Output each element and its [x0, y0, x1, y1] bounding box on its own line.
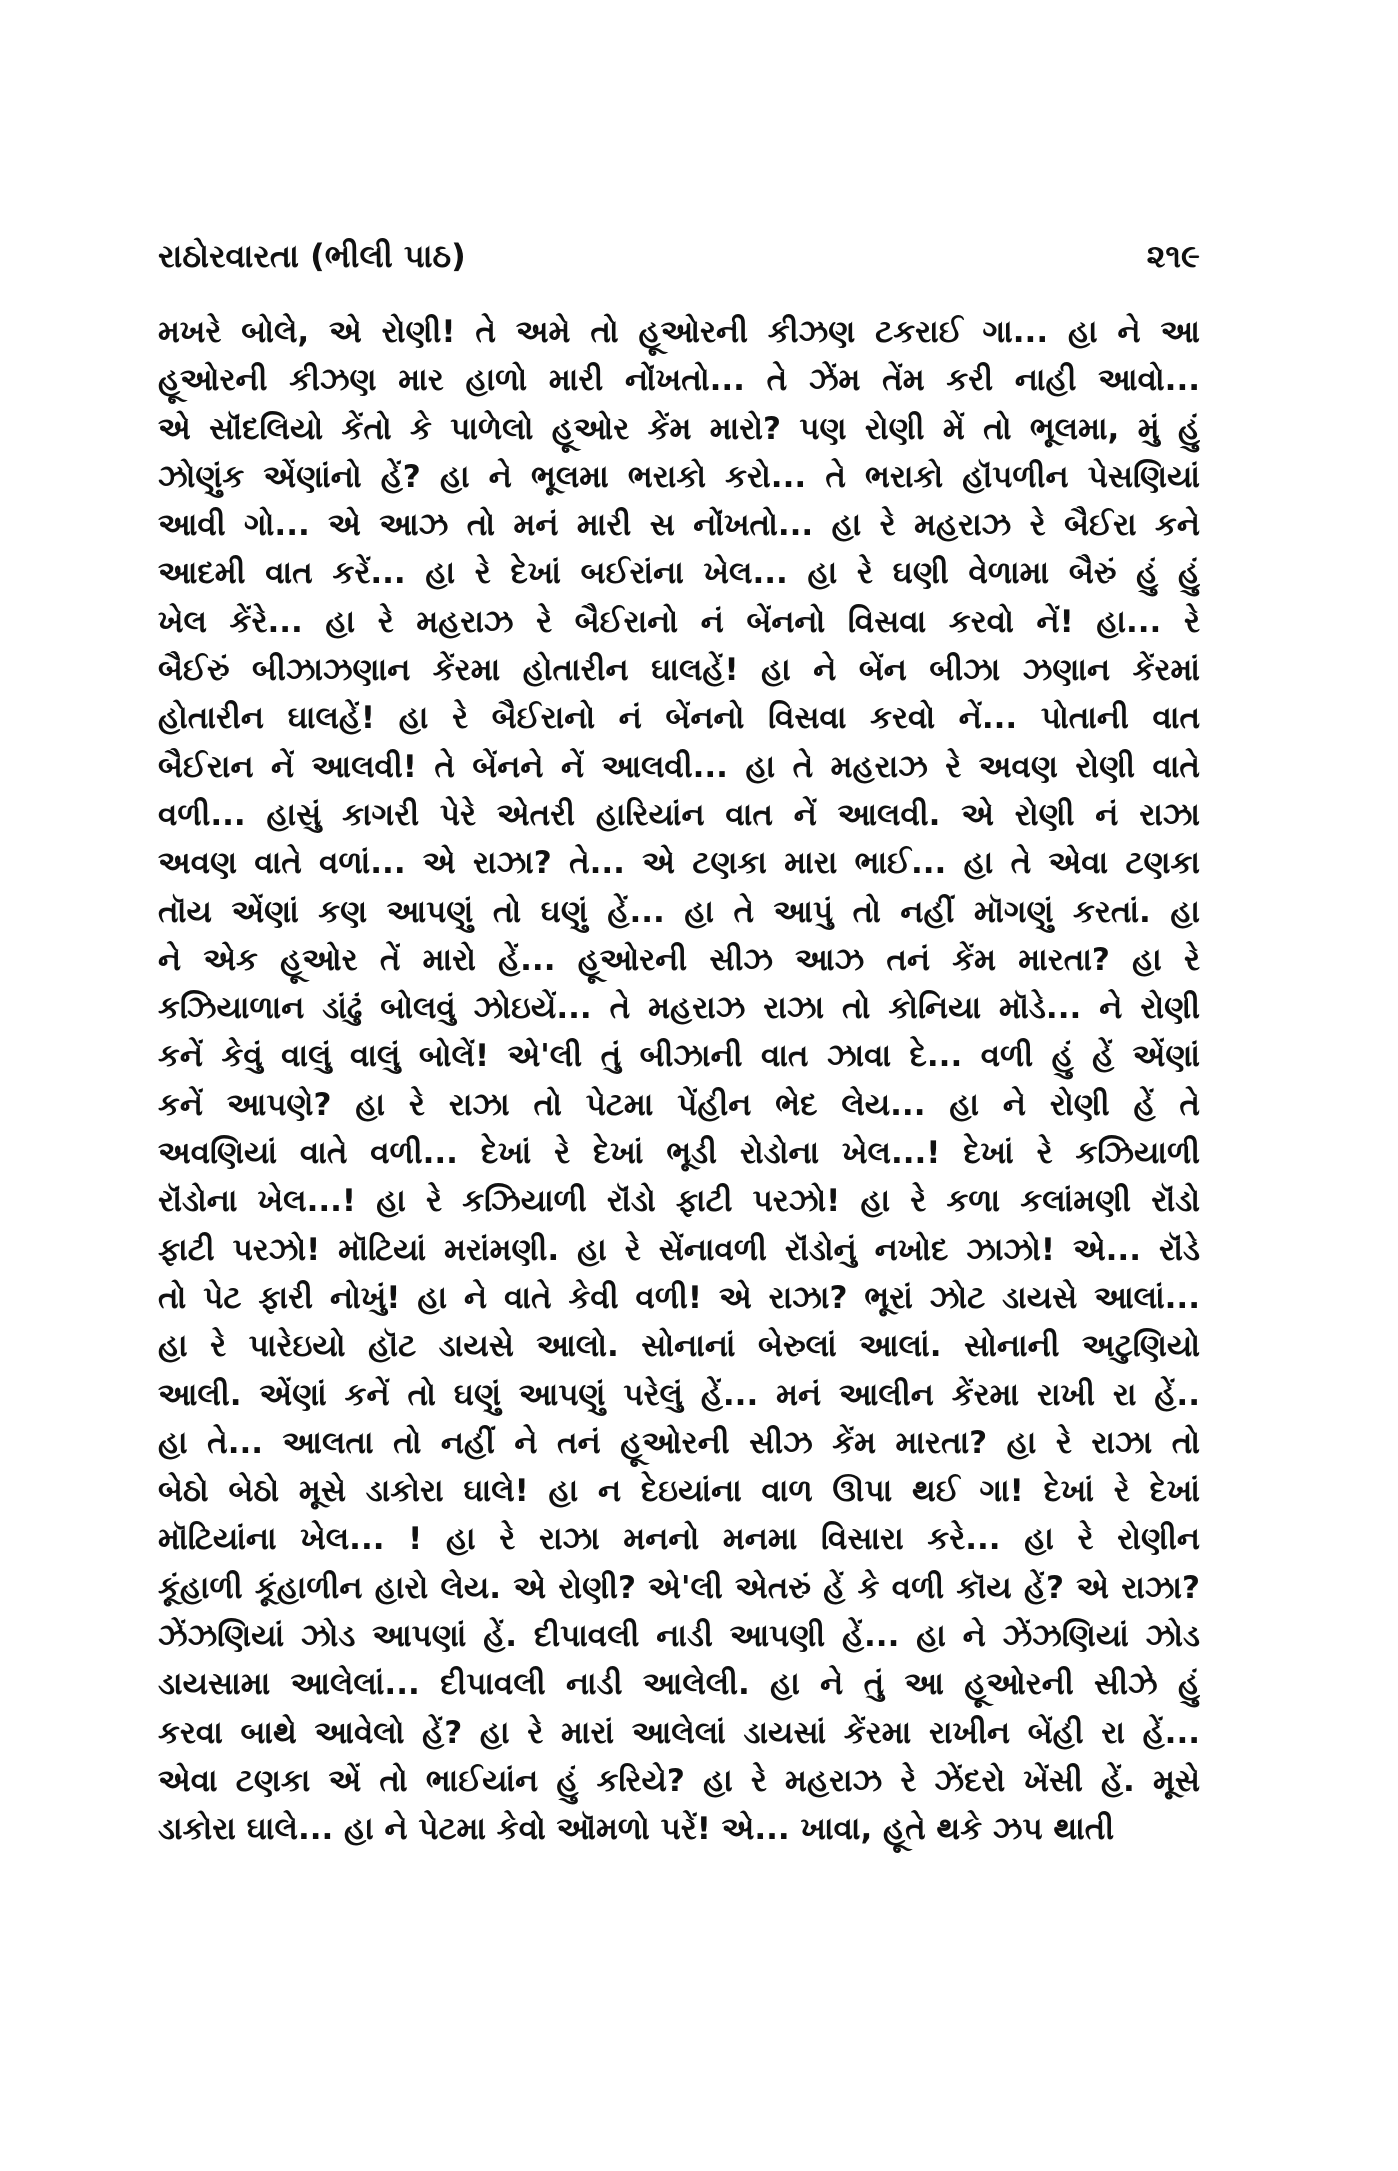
text-line: કઝિયાળાન ડાંઢું બોલવું ઝોઇયેં... તે મહરાઝ રાઝા તો કોનિયા મૉડે... ને રોણી [158, 990, 1200, 1027]
text-line: હોતારીન ઘાલહેં! હા રે બૈઈરાનો નં બેંનનો વિસવા કરવો નેં... પોતાની વાત [158, 700, 1200, 737]
text-line: કનેં કેવું વાલું વાલું બોલેં! એ'લી તું બીઝાની વાત ઝાવા દે... વળી હું હેં એંણાં [158, 1038, 1200, 1075]
text-line: આદમી વાત કરેં... હા રે દેખાં બઈરાંના ખેલ... હા રે ઘણી વેળામા બૈરું હું હું [158, 555, 1200, 592]
text-line: બેઠો બેઠો મૂસે ડાકોરા ઘાલે! હા ન દેઇયાંના વાળ ઊપા થઈ ગા! દેખાં રે દેખાં [158, 1473, 1200, 1510]
text-line: કરવા બાથે આવેલો હેં? હા રે મારાં આલેલાં ડાયસાં કેંરમા રાખીન બેંહી રા હેં... [158, 1714, 1200, 1751]
text-line: હા રે પારેઇયો હૉટ ડાયસે આલો. સોનાનાં બેરુલાં આલાં. સોનાની અટુણિયો [158, 1328, 1200, 1365]
text-line: એ સૉંદલિયો કેંતો કે પાળેલો હૂઓર કેંમ મારો? પણ રોણી મેં તો ભૂલમા, મું હું [158, 410, 1200, 447]
text-line: મખરે બોલે, એ રોણી! તે અમે તો હૂઓરની કીઝણ ટકરાઈ ગા... હા ને આ [158, 314, 1200, 350]
text-line: આવી ગો... એ આઝ તો મનં મારી સ નોંખતો... હા રે મહરાઝ રે બૈઈરા કને [158, 507, 1200, 544]
text-line: તો પેટ ફારી નોખું! હા ને વાતે કેવી વળી! એ રાઝા? ભૂરાં ઝોટ ડાયસે આલાં... [158, 1279, 1200, 1316]
text-line: ડાકોરા ઘાલે... હા ને પેટમા કેવો ઑમળો પરેં! એ... ખાવા, હૂતે થકે ઝપ થાતી [158, 1811, 1115, 1848]
text-line: ખેલ કેંરે... હા રે મહરાઝ રે બૈઈરાનો નં બેંનનો વિસવા કરવો નેં! હા... રે [158, 603, 1200, 640]
text-line: હા તે... આલતા તો નહીં ને તનં હૂઓરની સીઝ કેંમ મારતા? હા રે રાઝા તો [158, 1424, 1200, 1461]
text-line: એવા ટણકા એં તો ભાઈયાંન હું કરિયે? હા રે મહરાઝ રે ઝેંદરો ખેંસી હેં. મૂસે [158, 1762, 1200, 1799]
text-line: કનેં આપણે? હા રે રાઝા તો પેટમા પેંહીન ભેદ લેય... હા ને રોણી હેં તે [158, 1086, 1200, 1123]
text-line: ડાયસામા આલેલાં... દીપાવલી નાડી આલેલી. હા ને તું આ હૂઓરની સીઝે હું [158, 1666, 1200, 1703]
text-line: આલી. એંણાં કનેં તો ઘણું આપણું પરેલું હેં... મનં આલીન કેંરમા રાખી રા હેં.. [158, 1376, 1200, 1413]
text-line: તૉય એંણાં કણ આપણું તો ઘણું હેં... હા તે આપું તો નહીં મૉગણું કરતાં. હા [158, 893, 1200, 930]
text-line: બૈઈરું બીઝાઝણાન કેંરમા હોતારીન ઘાલહેં! હા ને બેંન બીઝા ઝણાન કેંરમાં [158, 652, 1200, 689]
text-line: અવણ વાતે વળાં... એ રાઝા? તે... એ ટણકા મારા ભાઈ... હા તે એવા ટણકા [158, 845, 1200, 882]
running-header [158, 226, 1200, 286]
text-line: રૉંડોના ખેલ...! હા રે કઝિયાળી રૉંડો ફાટી પરઝો! હા રે કળા કલાંમણી રૉંડો [158, 1183, 1200, 1220]
header-title: રાઠોરવારતા (ભીલી પાઠ) [158, 236, 466, 275]
text-line: બૈઈરાન નેં આલવી! તે બેંનને નેં આલવી... હા તે મહરાઝ રે અવણ રોણી વાતે [158, 748, 1200, 785]
text-line: ફાટી પરઝો! મૉટિયાં મરાંમણી. હા રે સેંનાવળી રૉંડોનું નખોદ ઝાઝો! એ... રૉંડે [158, 1231, 1200, 1268]
text-line: વળી... હાસું કાગરી પેરે એતરી હારિયાંન વાત નેં આલવી. એ રોણી નં રાઝા [158, 796, 1200, 833]
text-line: મૉટિયાંના ખેલ... ! હા રે રાઝા મનનો મનમા વિસારા કરે... હા રે રોણીન [158, 1521, 1200, 1558]
text-line: ઝેંઝણિયાં ઝોડ આપણાં હેં. દીપાવલી નાડી આપણી હેં... હા ને ઝેંઝણિયાં ઝોડ [158, 1618, 1200, 1655]
body-text [158, 308, 1200, 1854]
text-line: અવણિયાં વાતે વળી... દેખાં રે દેખાં ભૂડી રોડોના ખેલ...! દેખાં રે કઝિયાળી [158, 1135, 1200, 1172]
text-line: ને એક હૂઓર તેં મારો હેં... હૂઓરની સીઝ આઝ તનં કેંમ મારતા? હા રે [158, 941, 1200, 978]
page-number: ૨૧૯ [1146, 236, 1200, 275]
text-line: કૂંહાળી કૂંહાળીન હારો લેય. એ રોણી? એ'લી એતરું હેં કે વળી કૉય હેં? એ રાઝા? [158, 1569, 1200, 1606]
text-line: હૂઓરની કીઝણ માર હાળો મારી નોંખતો... તે ઝેંમ તેંમ કરી નાહી આવો... [158, 362, 1200, 399]
text-line: ઝોણુંક એંણાંનો હેં? હા ને ભૂલમા ભરાકો કરો... તે ભરાકો હૉંપળીન પેસણિયાં [158, 458, 1200, 495]
